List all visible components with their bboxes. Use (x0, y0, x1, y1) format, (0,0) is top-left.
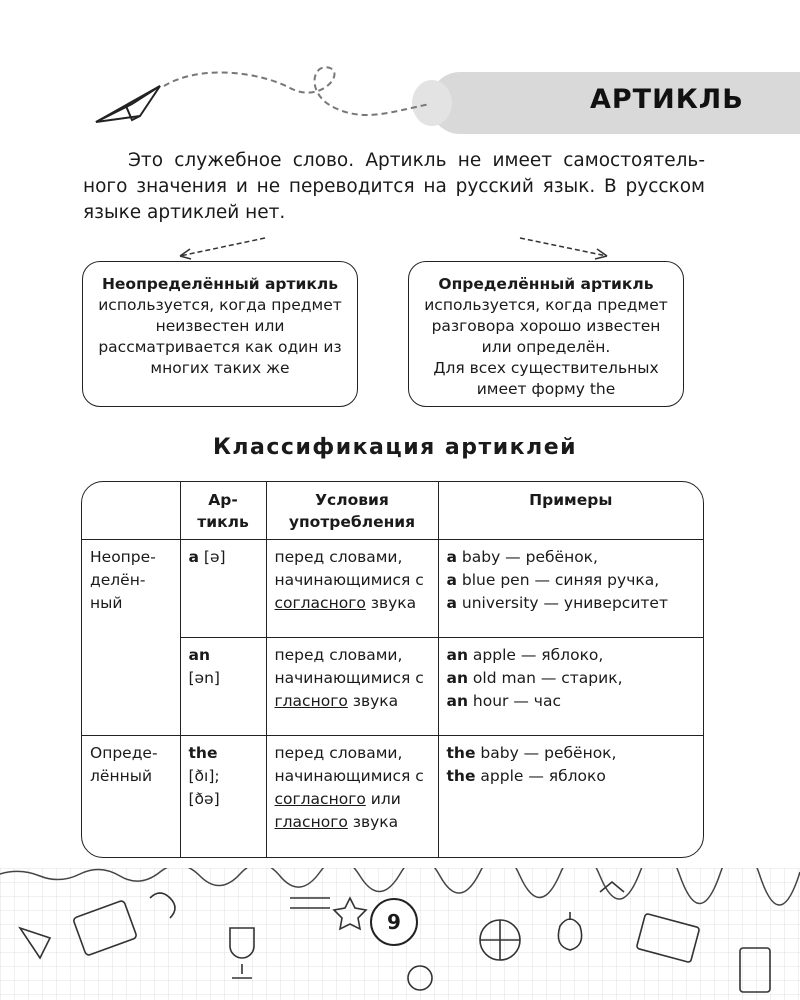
article-the-transcription: [ðə] (188, 790, 220, 808)
article-a-transcription: [ə] (203, 548, 226, 566)
example-article: an (446, 692, 468, 710)
condition-text: перед словами, начинающимися с (274, 744, 424, 785)
example-text: baby — ребёнок, (475, 744, 617, 762)
paper-plane-icon (90, 64, 450, 136)
condition-text: перед словами, начинающимися с (274, 548, 424, 589)
header-examples: Примеры (438, 482, 703, 540)
definite-label: Определённый (82, 736, 180, 858)
page-number: 9 (370, 898, 418, 946)
condition-a (266, 540, 438, 638)
header-conditions: Условия употребления (266, 482, 438, 540)
example-text: blue pen — синяя ручка, (456, 571, 660, 589)
definite-box-line: разговора хорошо известен (431, 317, 661, 335)
definite-box-line: имеет форму the (476, 380, 616, 398)
indefinite-box-text: используется, когда предмет неизвестен или рассматривается как один из многих таких же (98, 296, 342, 377)
indefinite-box-heading: Неопределённый артикль (101, 275, 339, 293)
example-text: hour — час (468, 692, 561, 710)
definite-box-heading: Определённый артикль (438, 275, 654, 293)
example-article: an (446, 669, 468, 687)
example-article: an (446, 646, 468, 664)
condition-underlined: гласного (274, 692, 348, 710)
definite-article-box (408, 261, 684, 407)
definite-box-line: или определён. (481, 338, 611, 356)
condition-text: или (365, 790, 401, 808)
condition-text: звука (347, 813, 399, 831)
example-article: a (446, 594, 457, 612)
article-an: an (188, 646, 210, 664)
article-a-cell (180, 540, 266, 638)
arrow-right-icon (515, 232, 625, 262)
example-article: the (446, 767, 476, 785)
example-article: a (446, 571, 457, 589)
examples-an (438, 638, 703, 736)
classification-table (81, 481, 704, 858)
condition-the (266, 736, 438, 858)
table-row (82, 540, 703, 638)
condition-an (266, 638, 438, 736)
article-an-transcription: [ən] (188, 669, 220, 687)
condition-underlined: гласного (274, 813, 348, 831)
header-empty-cell (82, 482, 180, 540)
example-text: old man — старик, (468, 669, 623, 687)
example-article: the (446, 744, 476, 762)
condition-text: звука (347, 692, 399, 710)
indefinite-article-box (82, 261, 358, 407)
example-text: apple — яблоко, (468, 646, 604, 664)
example-article: a (446, 548, 457, 566)
indefinite-label: Неопределённый (82, 540, 180, 736)
definite-box-line: Для всех существительных (433, 359, 659, 377)
condition-text: звука (365, 594, 417, 612)
examples-a (438, 540, 703, 638)
condition-underlined: согласного (274, 594, 366, 612)
example-text: university — университет (456, 594, 668, 612)
example-text: apple — яблоко (475, 767, 606, 785)
examples-the (438, 736, 703, 858)
arrow-left-icon (170, 232, 280, 262)
definite-box-line: используется, когда предмет (424, 296, 668, 314)
intro-paragraph: Это служебное слово. Артикль не имеет самостоятельного значения и не переводится на русский язык. В русском языке артиклей нет. (83, 150, 705, 223)
article-a: a (188, 548, 199, 566)
header-article: Артикль (180, 482, 266, 540)
article-the: the (188, 744, 218, 762)
example-text: baby — ребёнок, (456, 548, 598, 566)
classification-title: Классификация артиклей (212, 435, 578, 460)
table-header-row (82, 482, 703, 540)
article-an-cell (180, 638, 266, 736)
page-title: АРТИКЛЬ (590, 84, 744, 115)
article-the-cell (180, 736, 266, 858)
article-the-transcription: [ðı]; (188, 767, 220, 785)
condition-text: перед словами, начинающимися с (274, 646, 424, 687)
condition-underlined: согласного (274, 790, 366, 808)
table-row (82, 736, 703, 858)
